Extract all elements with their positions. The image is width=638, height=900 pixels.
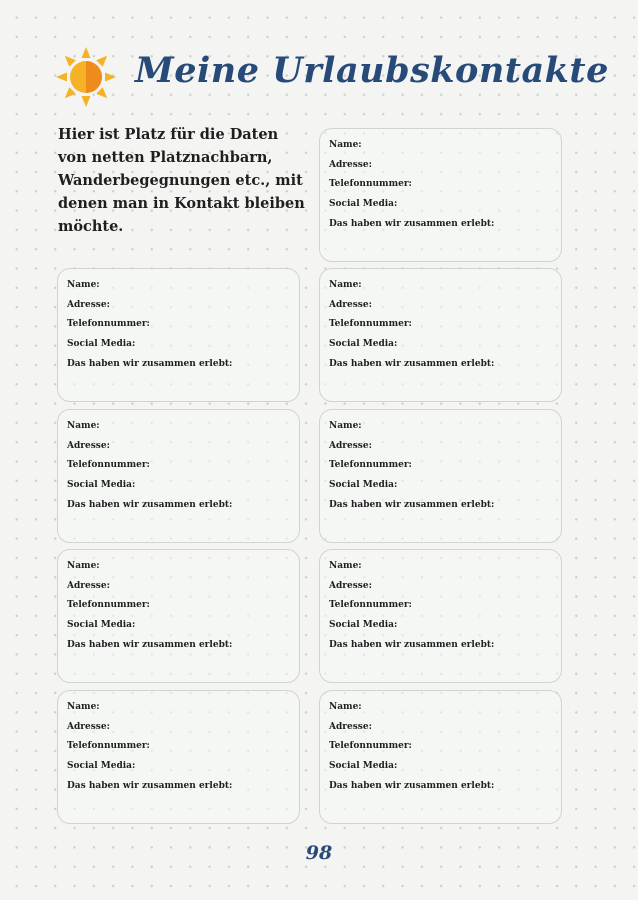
name-label: Name:	[329, 421, 362, 431]
contact-card[interactable]	[57, 409, 300, 543]
name-label: Name:	[329, 702, 362, 712]
address-label: Adresse:	[67, 299, 110, 310]
experience-label: Das haben wir zusammen erlebt:	[329, 639, 495, 650]
address-label: Adresse:	[67, 580, 110, 591]
address-label: Adresse:	[329, 159, 372, 170]
contact-card[interactable]	[319, 549, 562, 683]
social-media-label: Social Media:	[329, 339, 398, 350]
phone-label: Telefonnummer:	[67, 600, 150, 611]
page-number: 98	[305, 842, 333, 864]
social-media-label: Social Media:	[329, 199, 398, 210]
sun-icon	[55, 46, 117, 108]
page-title: Meine Urlaubskontakte	[135, 50, 609, 91]
social-media-label: Social Media:	[67, 339, 136, 350]
contact-card[interactable]	[319, 268, 562, 402]
contact-card[interactable]	[319, 409, 562, 543]
social-media-label: Social Media:	[329, 480, 398, 491]
experience-label: Das haben wir zusammen erlebt:	[329, 780, 495, 791]
address-label: Adresse:	[329, 440, 372, 451]
social-media-label: Social Media:	[67, 620, 136, 631]
experience-label: Das haben wir zusammen erlebt:	[67, 499, 233, 510]
contact-card[interactable]	[57, 549, 300, 683]
address-label: Adresse:	[329, 299, 372, 310]
social-media-label: Social Media:	[67, 761, 136, 772]
phone-label: Telefonnummer:	[329, 600, 412, 611]
name-label: Name:	[329, 140, 362, 150]
experience-label: Das haben wir zusammen erlebt:	[67, 780, 233, 791]
name-label: Name:	[67, 421, 100, 431]
social-media-label: Social Media:	[329, 761, 398, 772]
experience-label: Das haben wir zusammen erlebt:	[67, 358, 233, 369]
contact-card[interactable]	[319, 128, 562, 262]
phone-label: Telefonnummer:	[67, 741, 150, 752]
contact-card[interactable]	[57, 690, 300, 824]
experience-label: Das haben wir zusammen erlebt:	[67, 639, 233, 650]
name-label: Name:	[329, 561, 362, 571]
address-label: Adresse:	[67, 721, 110, 732]
experience-label: Das haben wir zusammen erlebt:	[329, 218, 495, 229]
name-label: Name:	[67, 280, 100, 290]
social-media-label: Social Media:	[67, 480, 136, 491]
contact-card[interactable]	[57, 268, 300, 402]
intro-text: Hier ist Platz für die Daten von netten Platznachbarn, Wanderbegegnungen etc., mit denen man in Kontakt bleiben möchte.	[58, 126, 305, 235]
name-label: Name:	[329, 280, 362, 290]
address-label: Adresse:	[329, 721, 372, 732]
phone-label: Telefonnummer:	[329, 460, 412, 471]
phone-label: Telefonnummer:	[329, 319, 412, 330]
phone-label: Telefonnummer:	[329, 741, 412, 752]
phone-label: Telefonnummer:	[67, 319, 150, 330]
experience-label: Das haben wir zusammen erlebt:	[329, 499, 495, 510]
address-label: Adresse:	[67, 440, 110, 451]
address-label: Adresse:	[329, 580, 372, 591]
phone-label: Telefonnummer:	[67, 460, 150, 471]
contact-card[interactable]	[319, 690, 562, 824]
phone-label: Telefonnummer:	[329, 179, 412, 190]
experience-label: Das haben wir zusammen erlebt:	[329, 358, 495, 369]
social-media-label: Social Media:	[329, 620, 398, 631]
name-label: Name:	[67, 561, 100, 571]
name-label: Name:	[67, 702, 100, 712]
